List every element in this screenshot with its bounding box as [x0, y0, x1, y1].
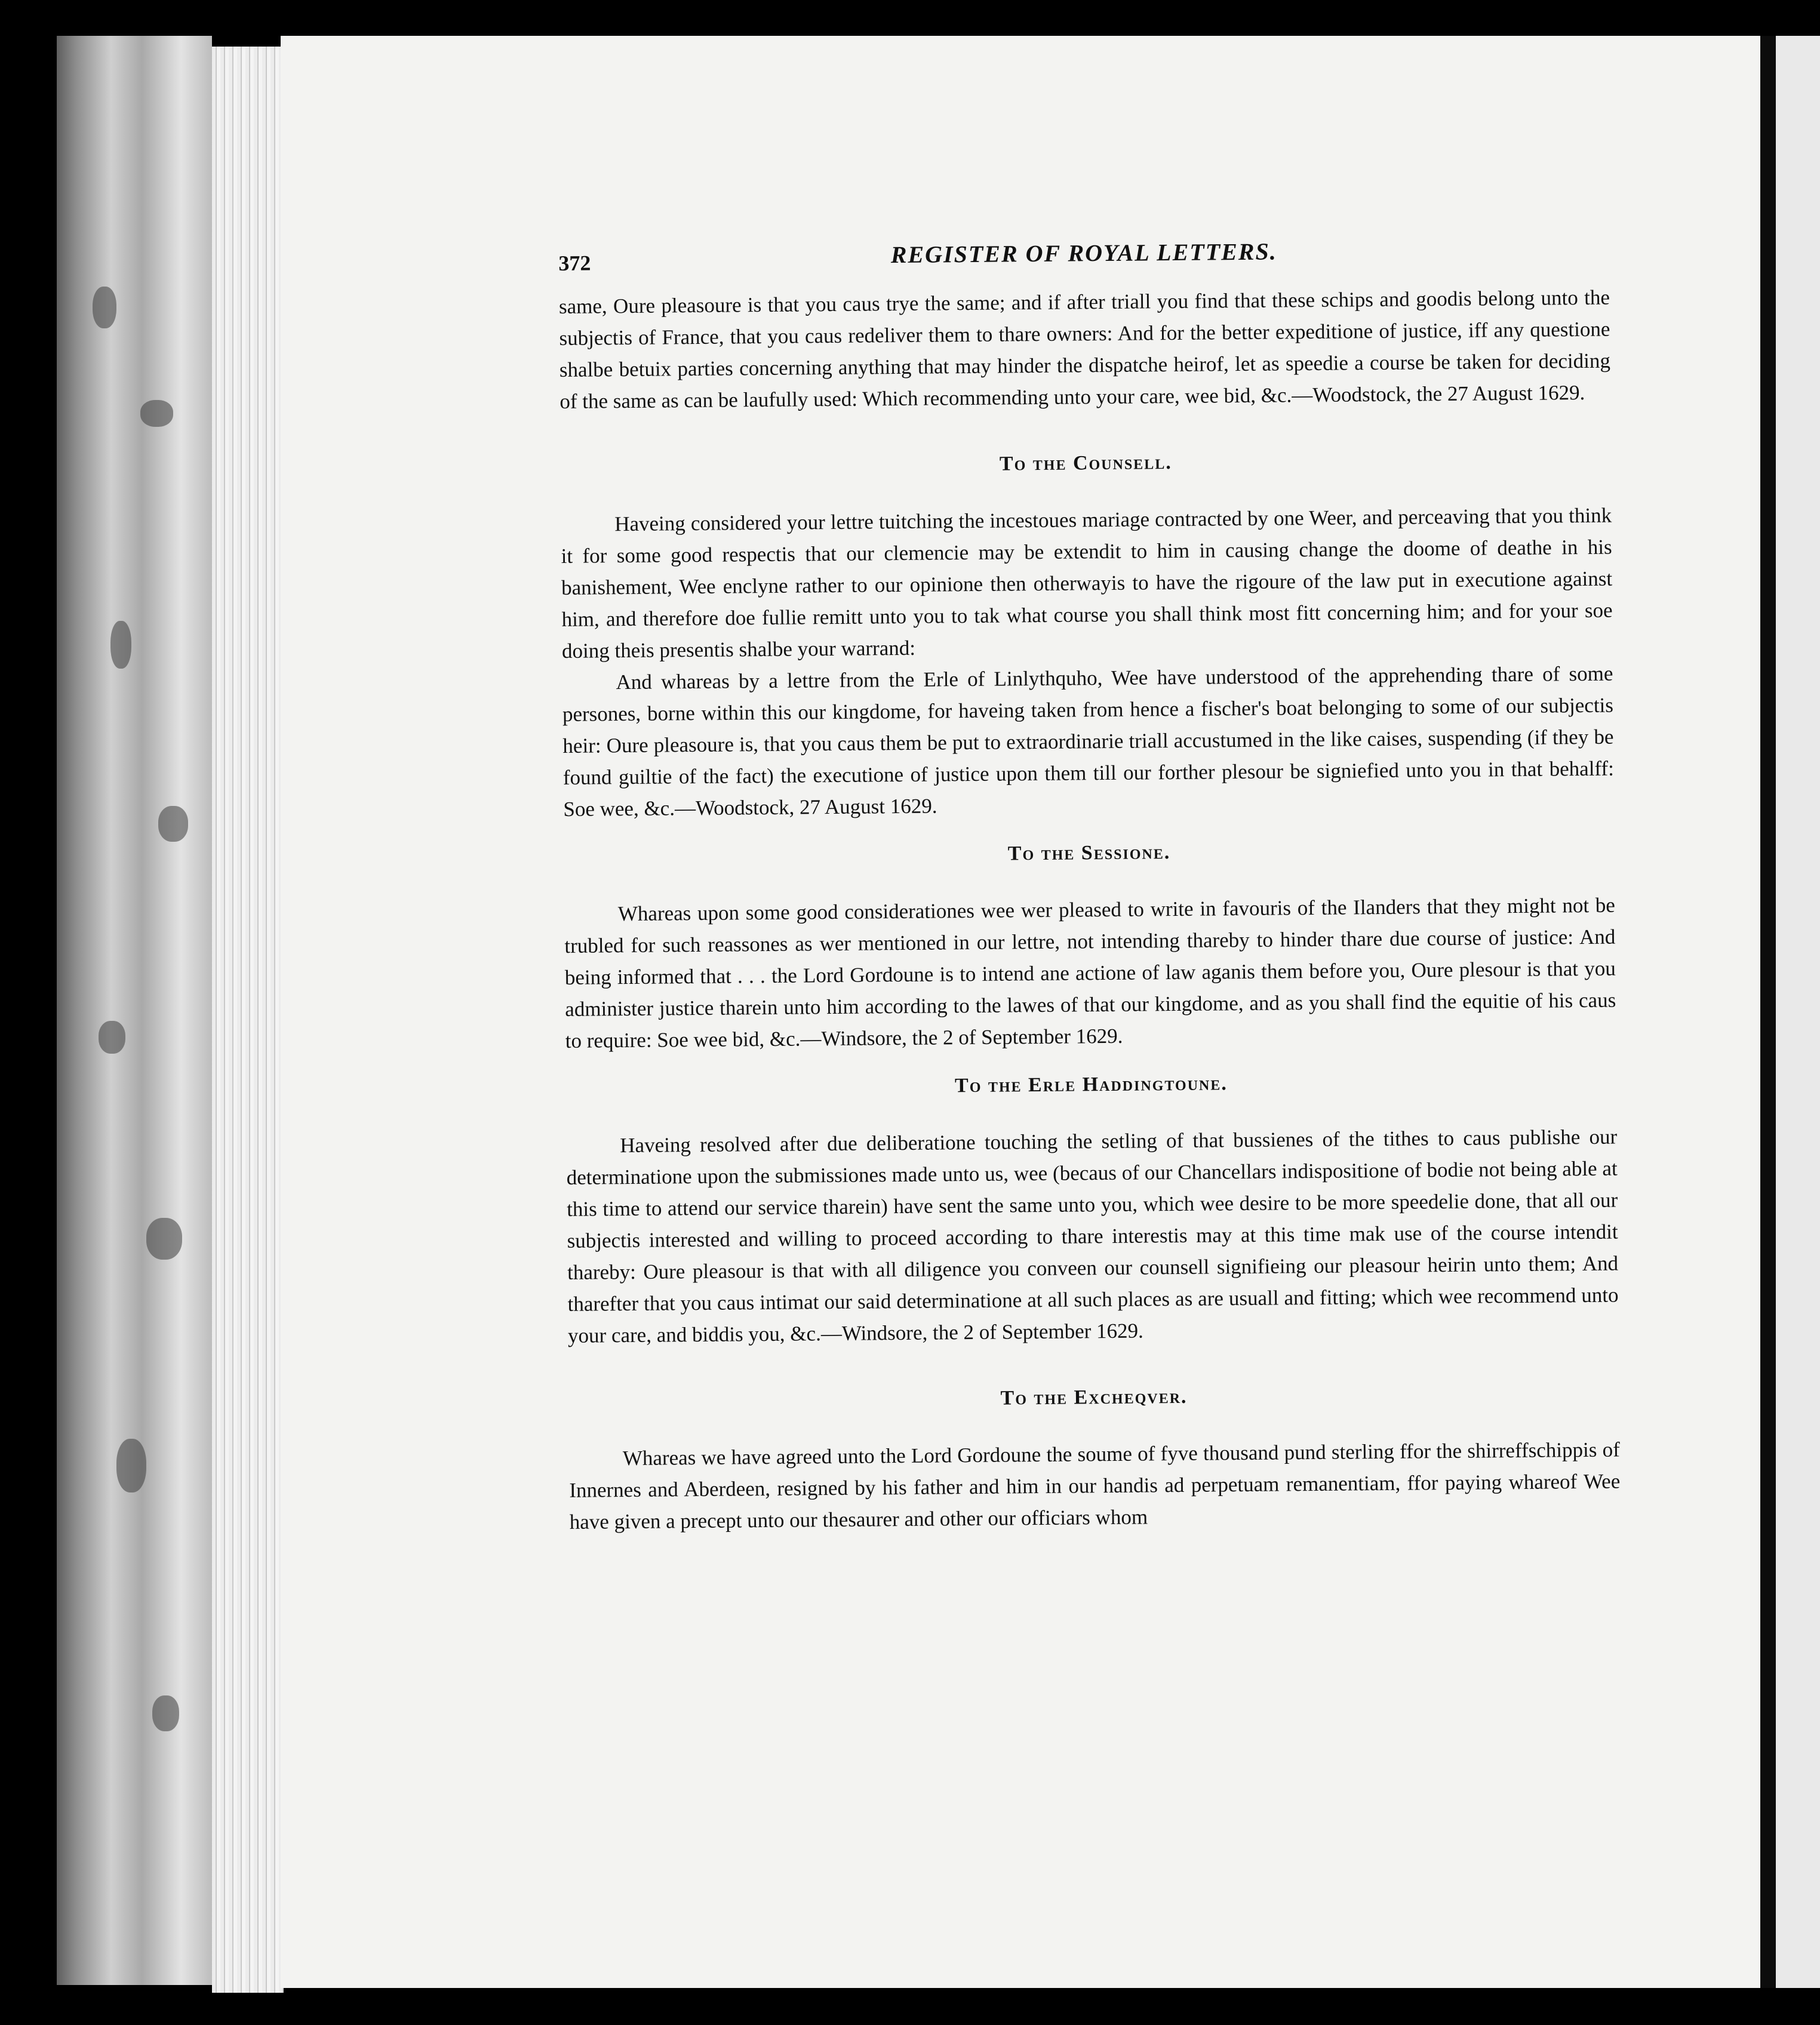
continuation-paragraph: same, Oure pleasoure is that you caus trye the same; and if after triall you find that these schips and goodis belong unto the subjectis of France, that you caus redeliver them to thare owners: And for the better expeditione of justice, iff any questione shalbe betuix parties concerning anything that may hinder the dispatche heirof, let as speedie a course be taken for deciding of the same as can be laufully used: Which recommending unto your care, wee bid, &c.—Woodstock, the 27 August 1629.	[558, 285, 1611, 413]
page-number: 372	[558, 251, 591, 275]
book-fore-edge	[57, 36, 212, 1985]
edge-stain	[158, 806, 188, 842]
edge-stain	[146, 1218, 182, 1260]
letter-paragraph: Whareas we have agreed unto the Lord Gordoune the soume of fyve thousand pund sterling ffor the shirreffschippis of Innernes and Aberdeen, resigned by his father and him in our handis ad perpetuam remanentiam, ffor paying whareof Wee have given a precept unto our thesaurer and other our officiars whom	[569, 1438, 1621, 1534]
edge-stain	[93, 287, 116, 328]
facing-page-edge	[1776, 36, 1820, 1988]
letter-heading: To the Erle Haddingtoune.	[954, 1072, 1228, 1097]
letter-heading: To the Counsell.	[999, 451, 1172, 475]
page-header	[558, 227, 1610, 284]
letter-paragraph: Whareas upon some good considerationes wee wer pleased to write in favouris of the Ilanders that they might not be trubled for such reassones as wer mentioned in our lettre, not intending thareby to hinder thare due course of justice: And being informed that . . . the Lord Gordoune is to intend ane actione of law aganis them before you, Oure plesour is that you administer justice tharein unto him according to the lawes of that our kingdome, and as you shall find the equitie of his caus to require: Soe wee bid, &c.—Windsore, the 2 of September 1629.	[564, 893, 1616, 1052]
page-text	[558, 227, 1621, 1538]
running-title: REGISTER OF ROYAL LETTERS.	[890, 238, 1277, 269]
edge-stain	[152, 1695, 179, 1731]
page-edges	[212, 47, 284, 1993]
edge-stain	[140, 400, 173, 427]
edge-stain	[116, 1439, 146, 1492]
letter-paragraph: And whareas by a lettre from the Erle of Linlythquho, Wee have understood of the apprehending thare of some persones, borne within this our kingdome, for haveing taken from hence a fischer's boat belonging to some of our subjectis heir: Oure pleasoure is, that you caus them be put to extraordinarie triall accustumed in the like caises, suspending (if they be found guiltie of the fact) the executione of justice upon them till our forther plesour be signiefied unto you in that behalff: Soe wee, &c.—Woodstock, 27 August 1629.	[562, 661, 1615, 821]
letter-paragraph: Haveing resolved after due deliberatione touching the setling of that bussienes of the tithes to caus publishe our determinatione upon the submissiones made unto us, wee (becaus of our Chancellars indispositione of bodie not being able at this time to attend our service tharein) have sent the same unto you, which wee desire to be more speedelie done, that all our subjectis interested and willing to proceed according to thare interestis may at this time mak use of the course intendit thareby: Oure pleasour is that with all diligence you conveen our counsell signifieing our pleasour heirin unto them; And tharefter that you caus intimat our said determinatione at all such places as are usuall and fitting; which wee recommend unto your care, and biddis you, &c.—Windsore, the 2 of September 1629.	[566, 1125, 1619, 1347]
letter-heading: To the Excheqver.	[1000, 1385, 1188, 1410]
edge-stain	[110, 621, 131, 669]
page-gutter	[1760, 36, 1776, 1988]
letter-heading: To the Sessione.	[1007, 841, 1171, 865]
letter-paragraph: Haveing considered your lettre tuitching the incestoues mariage contracted by one Weer, and perceaving that you think it for some good respectis that our clemencie may be extendit to him in causing change the doome of deathe in his banishement, Wee enclyne rather to our opinione then otherwayis to have the rigoure of the law put in executione against him, and therefore doe fullie remitt unto you to tak what course you shall think most fitt concerning him; and for your soe doing theis presentis shalbe your warrand:	[561, 503, 1613, 663]
edge-stain	[99, 1021, 125, 1054]
